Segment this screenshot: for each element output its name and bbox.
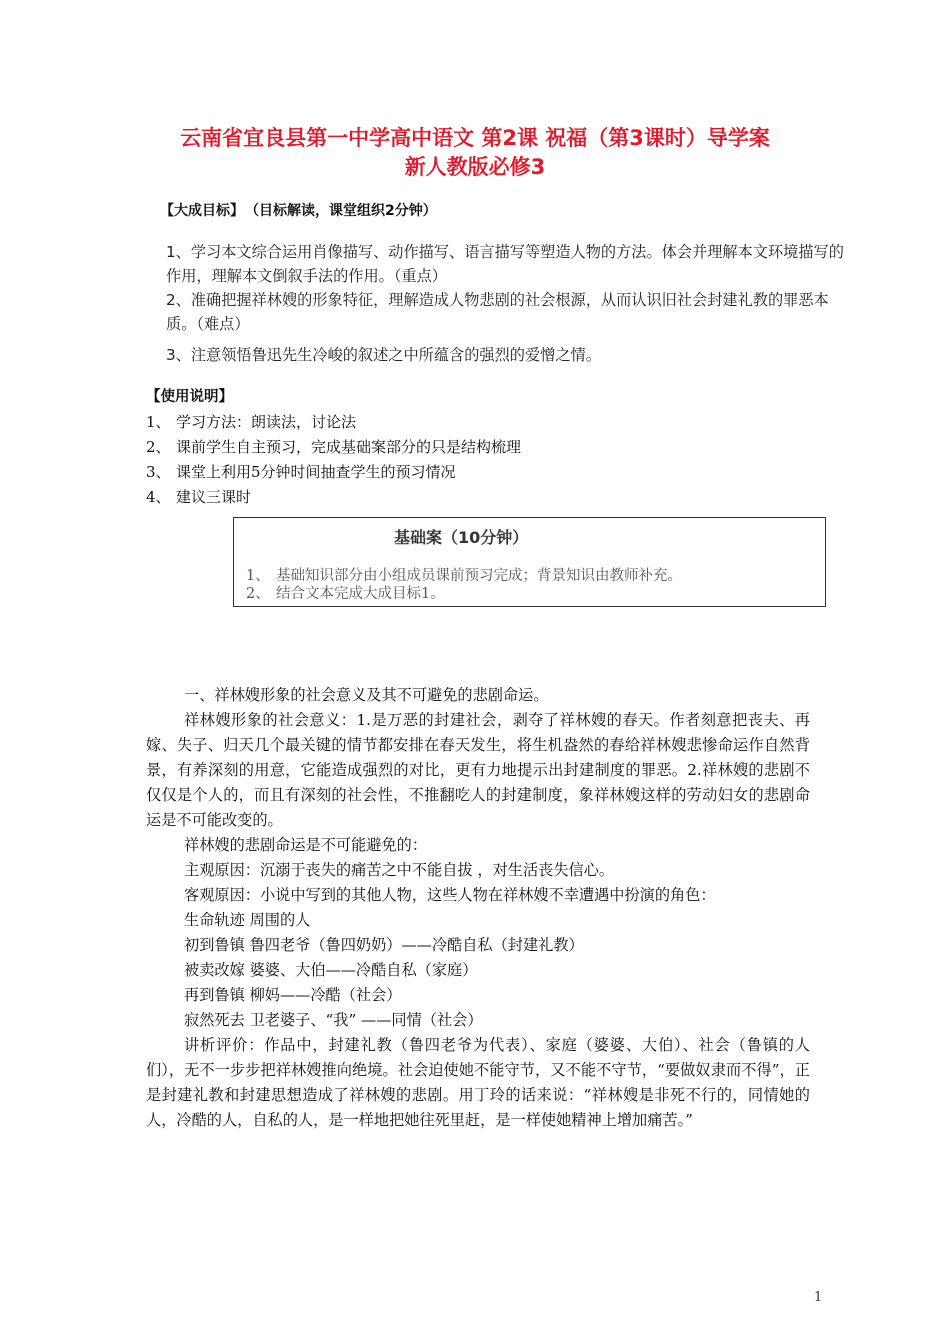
usage-item-number: 3、	[146, 463, 171, 481]
paragraph: 祥林嫂的悲剧命运是不可能避免的：	[184, 836, 427, 854]
basic-plan-item-number: 2、	[246, 586, 270, 602]
basic-plan-item-text: 基础知识部分由小组成员课前预习完成；背景知识由教师补充。	[276, 568, 682, 584]
usage-item-number: 1、	[146, 413, 171, 431]
usage-item-text: 课堂上利用5分钟时间抽查学生的预习情况	[176, 463, 456, 481]
paragraph: 讲析评价：作品中，封建礼教（鲁四老爷为代表）、家庭（婆婆、大伯）、社会（鲁镇的人们），无不一步步把祥林嫂推向绝境。社会迫使她不能守节，又不能不守节，“要做奴隶而不得”，正是封建礼教和封建思想造成了祥林嫂的悲剧。用丁玲的话来说：“祥林嫂是非死不行的，同情她的人，冷酷的人，自私的人，是一样地把她往死里赶，是一样使她精神上增加痛苦。”	[146, 1036, 810, 1129]
goals-heading	[160, 200, 437, 220]
basic-plan-item	[246, 585, 682, 603]
goals-heading-note: （目标解读，课堂组织2分钟）	[252, 203, 437, 219]
document-title-line2: 新人教版必修3	[404, 155, 546, 179]
paragraph: 主观原因：沉溺于丧失的痛苦之中不能自拔 ，对生活丧失信心。	[184, 861, 615, 879]
paragraph: 客观原因：小说中写到的其他人物，这些人物在祥林嫂不幸遭遇中扮演的角色：	[184, 886, 716, 904]
usage-heading: 【使用说明】	[146, 389, 233, 405]
usage-list	[146, 410, 521, 510]
goals-list	[166, 240, 846, 367]
goals-heading-label: 【大成目标】	[160, 203, 244, 219]
usage-item-text: 学习方法：朗读法，讨论法	[176, 413, 357, 431]
role-table-row: 初到鲁镇 鲁四老爷（鲁四奶奶）——冷酷自私（封建礼教）	[184, 936, 584, 954]
usage-item-number: 2、	[146, 438, 171, 456]
basic-plan-box	[233, 517, 826, 607]
role-table-row: 生命轨迹 周围的人	[184, 911, 311, 929]
paragraph: 祥林嫂形象的社会意义：1.是万恶的封建社会，剥夺了祥林嫂的春天。作者刻意把丧夫、再嫁、失子、归天几个最关键的情节都安排在春天发生，将生机盎然的春给祥林嫂悲惨命运作自然背景，有养深刻的用意，它能造成强烈的对比，更有力地提示出封建制度的罪恶。2.祥林嫂的悲剧不仅仅是个人的，而且有深刻的社会性，不推翻吃人的封建制度，象祥林嫂这样的劳动妇女的悲剧命运是不可能改变的。	[146, 711, 810, 829]
goal-item: 3、注意领悟鲁迅先生冷峻的叙述之中所蕴含的强烈的爱憎之情。	[166, 346, 601, 364]
role-table-row: 被卖改嫁 婆婆、大伯——冷酷自私（家庭）	[184, 961, 478, 979]
role-table-row: 再到鲁镇 柳妈——冷酷（社会）	[184, 986, 402, 1004]
usage-item	[146, 410, 521, 435]
basic-plan-item-number: 1、	[246, 568, 270, 584]
usage-item-number: 4、	[146, 488, 171, 506]
document-title-line1: 云南省宜良县第一中学高中语文 第2课 祝福（第3课时）导学案	[180, 126, 770, 150]
usage-item	[146, 460, 521, 485]
usage-item	[146, 485, 521, 510]
goal-item: 2、准确把握祥林嫂的形象特征，理解造成人物悲剧的社会根源，从而认识旧社会封建礼教的罪恶本质。（难点）	[166, 291, 829, 333]
goal-item: 1、学习本文综合运用肖像描写、动作描写、语言描写等塑造人物的方法。体会并理解本文环境描写的作用，理解本文倒叙手法的作用。（重点）	[166, 243, 844, 285]
basic-plan-item	[246, 567, 682, 585]
role-table-row: 寂然死去 卫老婆子、“我” ——同情（社会）	[184, 1011, 483, 1029]
usage-item-text: 课前学生自主预习，完成基础案部分的只是结构梳理	[176, 438, 522, 456]
usage-item	[146, 435, 521, 460]
basic-plan-title: 基础案（10分钟）	[394, 528, 529, 547]
section-title: 一、祥林嫂形象的社会意义及其不可避免的悲剧命运。	[184, 686, 549, 704]
usage-item-text: 建议三课时	[176, 488, 252, 506]
content-body	[146, 683, 810, 1133]
basic-plan-item-text: 结合文本完成大成目标1。	[276, 586, 445, 602]
basic-plan-list	[246, 567, 682, 603]
page-number: 1	[814, 1290, 823, 1305]
